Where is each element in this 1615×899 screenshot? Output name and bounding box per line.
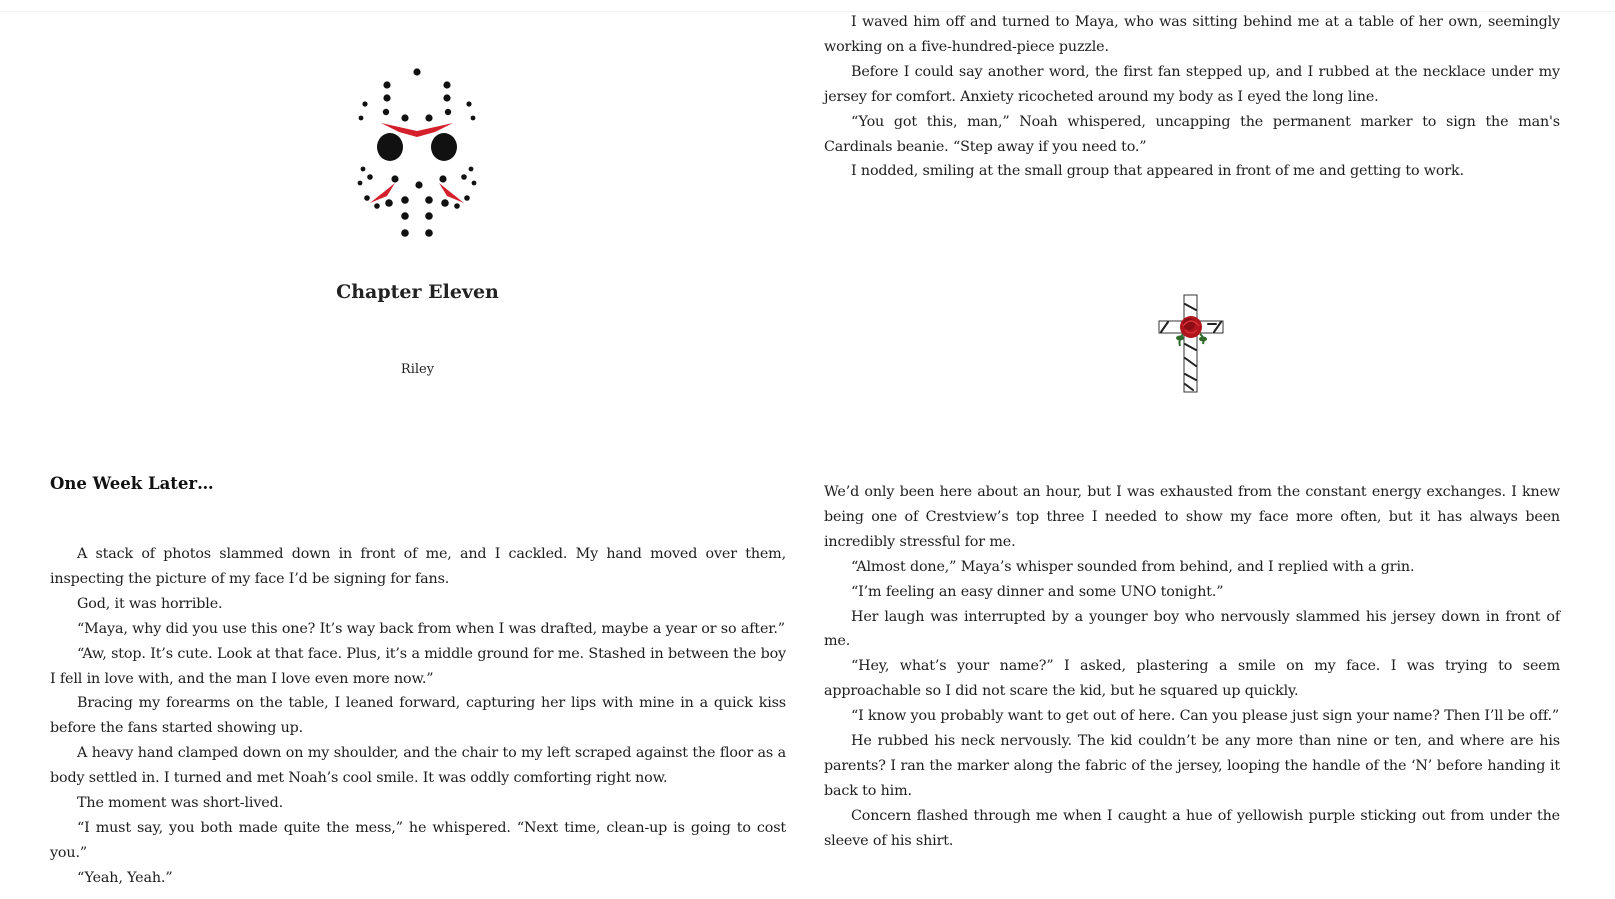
right-page [800, 0, 1615, 899]
paragraph: God, it was horrible. [77, 595, 223, 612]
paragraph: “Aw, stop. It’s cute. Look at that face. Plus, it’s a middle ground for me. Stashed in between the boy I fell in love with, and the man I love even more now.” [50, 645, 786, 687]
chapter-title: Chapter Eleven [336, 281, 499, 303]
left-page [0, 0, 800, 899]
paragraph: “Hey, what’s your name?” I asked, plastering a smile on my face. I was trying to seem approachable so I did not scare the kid, but he squared up quickly. [824, 658, 1560, 700]
scene-subheading: One Week Later… [50, 474, 214, 493]
paragraph: The moment was short-lived. [77, 795, 283, 812]
paragraph: “Almost done,” Maya’s whisper sounded from behind, and I replied with a grin. [851, 558, 1415, 575]
paragraph: A stack of photos slammed down in front of me, and I cackled. My hand moved over them, inspecting the picture of my face I’d be signing for fans. [50, 546, 786, 587]
hockey-mask-icon [357, 66, 477, 241]
right-page-body-top [824, 10, 1560, 184]
paragraph: “I’m feeling an easy dinner and some UNO tonight.” [851, 583, 1224, 600]
paragraph: Bracing my forearms on the table, I leaned forward, capturing her lips with mine in a quick kiss before the fans started showing up. [50, 695, 786, 737]
paragraph: Concern flashed through me when I caught a hue of yellowish purple sticking out from under the sleeve of his shirt. [824, 807, 1560, 849]
paragraph: Before I could say another word, the first fan stepped up, and I rubbed at the necklace under my jersey for comfort. Anxiety ricocheted around my body as I eyed the long line. [824, 63, 1560, 105]
paragraph: I waved him off and turned to Maya, who was sitting behind me at a table of her own, seemingly working on a five-hundred-piece puzzle. [824, 14, 1560, 55]
paragraph: I nodded, smiling at the small group that appeared in front of me and getting to work. [851, 163, 1464, 180]
right-page-body-bottom [824, 480, 1560, 854]
paragraph: We’d only been here about an hour, but I was exhausted from the constant energy exchanges. I knew being one of Crestview’s top three I needed to show my face more often, but it has always been incredibly stressful for me. [824, 484, 1560, 550]
paragraph: He rubbed his neck nervously. The kid couldn’t be any more than nine or ten, and where are his parents? I ran the marker along the fabric of the jersey, looping the handle of the ‘N’ before handing it back to him. [824, 733, 1560, 799]
left-page-body [50, 542, 786, 891]
paragraph: “Yeah, Yeah.” [77, 869, 173, 886]
paragraph: “I know you probably want to get out of here. Can you please just sign your name? Then I’ll be off.” [851, 708, 1560, 725]
paragraph: Her laugh was interrupted by a younger boy who nervously slammed his jersey down in front of me. [824, 608, 1560, 650]
paragraph: A heavy hand clamped down on my shoulder, and the chair to my left scraped against the floor as a body settled in. I turned and met Noah’s cool smile. It was oddly comforting right now. [50, 745, 786, 787]
cross-with-rose-icon [1156, 294, 1226, 394]
paragraph: “I must say, you both made quite the mess,” he whispered. “Next time, clean-up is going to cost you.” [50, 819, 786, 861]
paragraph: “You got this, man,” Noah whispered, uncapping the permanent marker to sign the man's Cardinals beanie. “Step away if you need to.” [824, 113, 1560, 155]
pov-character: Riley [400, 362, 435, 377]
paragraph: “Maya, why did you use this one? It’s way back from when I was drafted, maybe a year or so after.” [77, 620, 785, 637]
